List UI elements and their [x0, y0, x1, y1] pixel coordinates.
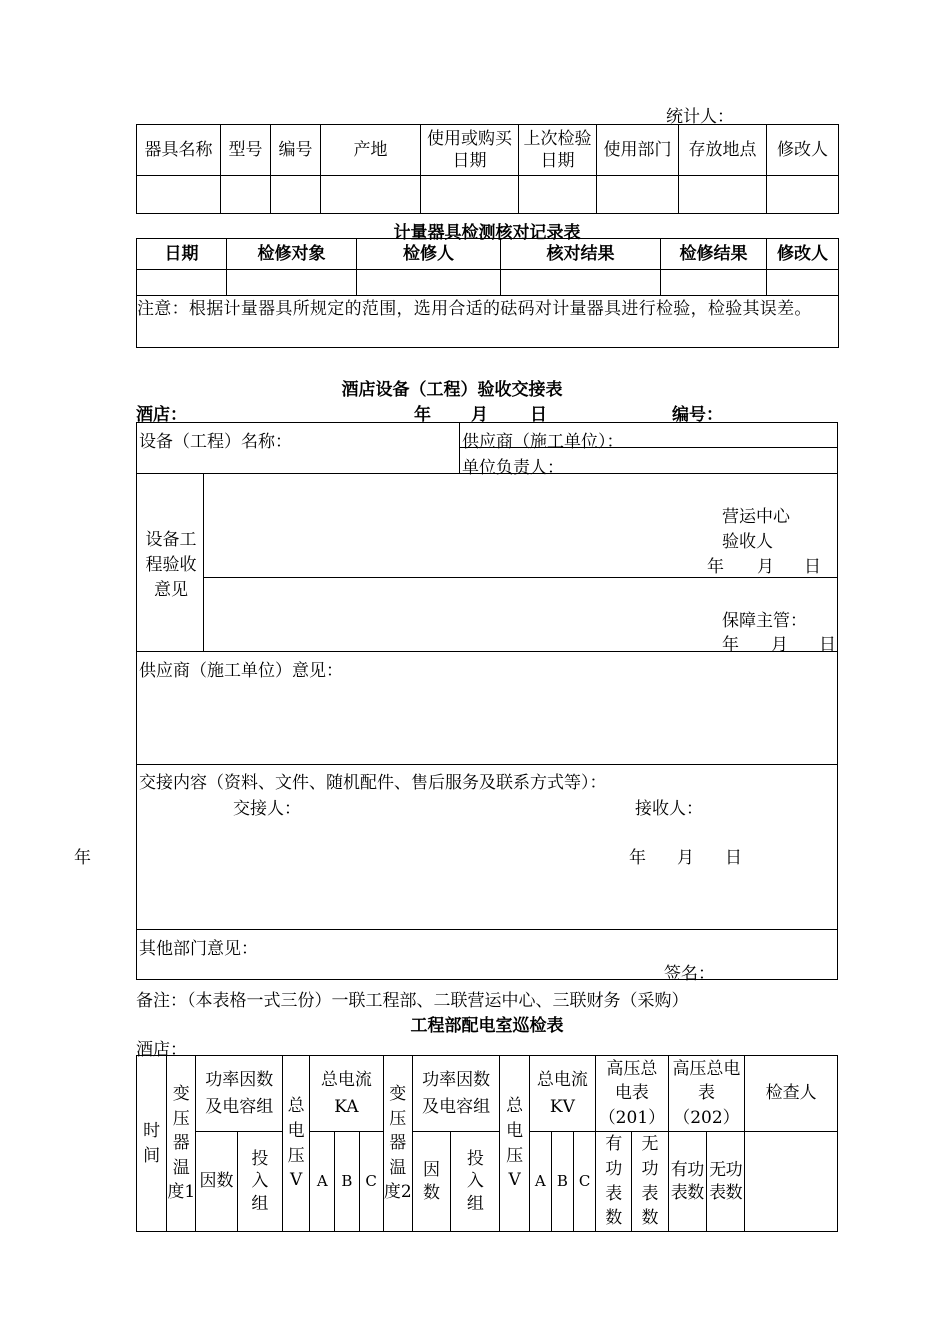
supplier-field[interactable]: 供应商（施工单位）：: [462, 432, 624, 452]
cell[interactable]: [321, 176, 421, 214]
header-time: 时间: [137, 1056, 167, 1232]
handover-content-field[interactable]: 交接内容（资料、文件、随机配件、售后服务及联系方式等）：: [139, 773, 607, 793]
header-phase-b: B: [335, 1132, 359, 1232]
device-name-field[interactable]: 设备（工程）名称：: [139, 432, 292, 452]
receive-date-day: 日: [725, 848, 742, 868]
remark-text: 备注：（本表格一式三份）一联工程部、二联营运中心、三联财务（采购）: [136, 991, 689, 1011]
date-month: 月: [471, 405, 488, 425]
hotel-label: 酒店：: [136, 405, 187, 425]
signature-label: 签名：: [664, 964, 715, 984]
header-repair-object: 检修对象: [227, 239, 357, 270]
patrol-table: [136, 1055, 838, 1232]
header-date: 日期: [137, 239, 227, 270]
header-use-purchase-date: 使用或购买日期: [421, 125, 519, 176]
header-modifier: 修改人: [767, 239, 839, 270]
equipment-list-table: [136, 124, 839, 214]
header-phase-c-2: C: [573, 1132, 595, 1232]
header-total-voltage: 总电压V: [283, 1056, 310, 1232]
header-check-result: 核对结果: [501, 239, 661, 270]
statistician-label: 统计人：: [666, 107, 734, 127]
header-device-name: 器具名称: [137, 125, 221, 176]
date-year: 年: [414, 405, 431, 425]
receive-date-month: 月: [677, 848, 694, 868]
cell[interactable]: [357, 270, 501, 296]
cell[interactable]: [661, 270, 767, 296]
supplier-opinion-field[interactable]: 供应商（施工单位）意见：: [139, 661, 343, 681]
header-storage-location: 存放地点: [679, 125, 767, 176]
header-reactive-202: 无功表数: [706, 1132, 744, 1232]
header-phase-c: C: [359, 1132, 383, 1232]
header-trans-temp-1: 变压器温度1: [167, 1056, 196, 1232]
cell[interactable]: [421, 176, 519, 214]
header-active-202: 有功表数: [668, 1132, 706, 1232]
cell[interactable]: [519, 176, 597, 214]
header-input-group: 投入组: [237, 1132, 282, 1232]
header-number: 编号: [271, 125, 321, 176]
unit-head-field[interactable]: 单位负责人：: [462, 458, 564, 478]
header-factor: 因数: [196, 1132, 237, 1232]
header-total-current-ka: 总电流KA: [310, 1056, 383, 1132]
header-last-inspection-date: 上次检验日期: [519, 125, 597, 176]
header-hv-meter-202: 高压总电表（202）: [668, 1056, 745, 1132]
cell[interactable]: [767, 176, 839, 214]
support-lead-label: 保障主管：: [722, 611, 807, 631]
cell[interactable]: [271, 176, 321, 214]
date-day: 日: [530, 405, 547, 425]
header-reactive-201: 无功表数: [632, 1132, 668, 1232]
header-inspector: 检查人: [745, 1056, 838, 1132]
cell[interactable]: [597, 176, 679, 214]
header-model: 型号: [221, 125, 271, 176]
header-phase-b-2: B: [551, 1132, 573, 1232]
acceptor-date-month: 月: [757, 557, 774, 577]
acceptor-date-year: 年: [707, 557, 724, 577]
cell[interactable]: [501, 270, 661, 296]
header-trans-temp-2: 变压器温度2: [383, 1056, 412, 1232]
cell[interactable]: [745, 1132, 838, 1232]
cell[interactable]: [227, 270, 357, 296]
cell[interactable]: [137, 176, 221, 214]
header-origin: 产地: [321, 125, 421, 176]
acceptor-date-day: 日: [804, 557, 821, 577]
other-opinion-field[interactable]: 其他部门意见：: [139, 939, 258, 959]
receiver-label: 接收人：: [635, 799, 703, 819]
check-note: 注意：根据计量器具所规定的范围，选用合适的砝码对计量器具进行检验，检验其误差。: [137, 296, 839, 348]
header-phase-a: A: [310, 1132, 335, 1232]
header-power-factor: 功率因数及电容组: [196, 1056, 283, 1132]
table-row: [137, 270, 839, 296]
cell[interactable]: [767, 270, 839, 296]
header-modifier: 修改人: [767, 125, 839, 176]
cell[interactable]: [221, 176, 271, 214]
header-power-factor-2: 功率因数及电容组: [412, 1056, 500, 1132]
cell[interactable]: [679, 176, 767, 214]
support-date-day: 日: [819, 635, 836, 655]
header-use-department: 使用部门: [597, 125, 679, 176]
check-record-table: [136, 238, 839, 348]
patrol-hotel-label: 酒店：: [136, 1040, 187, 1060]
number-label: 编号：: [672, 405, 723, 425]
header-hv-meter-201: 高压总电表（201）: [596, 1056, 669, 1132]
opinion-label: 设备工程验收意见: [145, 530, 197, 600]
header-factor-2: 因数: [412, 1132, 450, 1232]
acceptor-label: 验收人: [722, 532, 773, 552]
table-row: [137, 176, 839, 214]
ops-center-label: 营运中心: [722, 507, 790, 527]
handover-person-label: 交接人：: [233, 799, 301, 819]
header-phase-a-2: A: [529, 1132, 551, 1232]
header-repairer: 检修人: [357, 239, 501, 270]
margin-year: 年: [74, 848, 91, 868]
cell[interactable]: [137, 270, 227, 296]
support-date-month: 月: [771, 635, 788, 655]
header-total-current-kv: 总电流KV: [529, 1056, 595, 1132]
check-record-title: 计量器具检测核对记录表: [393, 223, 581, 243]
header-repair-result: 检修结果: [661, 239, 767, 270]
header-active-201: 有功表数: [596, 1132, 632, 1232]
header-input-group-2: 投入组: [451, 1132, 500, 1232]
handover-title: 酒店设备（工程）验收交接表: [341, 380, 563, 400]
header-total-voltage-2: 总电压V: [500, 1056, 529, 1232]
receive-date-year: 年: [629, 848, 646, 868]
patrol-title: 工程部配电室巡检表: [410, 1016, 564, 1036]
support-date-year: 年: [722, 635, 739, 655]
